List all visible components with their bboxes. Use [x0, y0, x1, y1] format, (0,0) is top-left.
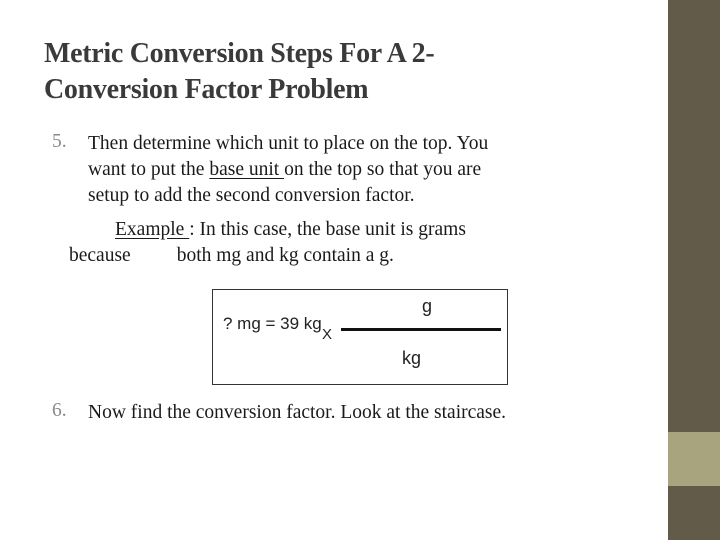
- step-5-line-3: setup to add the second conversion factor.: [88, 185, 415, 206]
- fraction-denominator: kg: [402, 348, 422, 368]
- equation-lhs: ? mg = 39 kg: [223, 314, 322, 333]
- example-line: [115, 217, 466, 243]
- title-line-2: Conversion Factor Problem: [44, 74, 369, 105]
- sidebar-edge: [666, 0, 668, 540]
- example-label: Example: [115, 219, 190, 240]
- base-unit-term: base unit: [209, 159, 285, 180]
- step-5-line-1: Then determine which unit to place on the top. You: [88, 133, 489, 154]
- example-text: : In this case, the base unit is grams: [189, 219, 466, 240]
- equation-times: X: [322, 326, 333, 343]
- sidebar-light-band: [666, 432, 720, 486]
- title-line-1: Metric Conversion Steps For A 2-: [44, 38, 435, 69]
- step-5-line-2: [88, 157, 481, 183]
- fraction-bar: [341, 328, 501, 331]
- because-text: both mg and kg contain a g.: [176, 245, 394, 266]
- fraction-numerator: g: [422, 296, 433, 316]
- step-6-text: Now find the conversion factor. Look at the staircase.: [88, 402, 507, 423]
- equation-image: [212, 289, 508, 385]
- because-word: because: [69, 245, 131, 266]
- step-5-number: 5.: [52, 131, 67, 152]
- slide-title: [44, 36, 604, 108]
- decorative-sidebar: [666, 0, 720, 540]
- step-5-line-2-post: on the top so that you are: [284, 159, 482, 180]
- step-6-number: 6.: [52, 400, 67, 421]
- because-line: [69, 243, 394, 269]
- step-5-line-2-pre: want to put the: [88, 159, 210, 180]
